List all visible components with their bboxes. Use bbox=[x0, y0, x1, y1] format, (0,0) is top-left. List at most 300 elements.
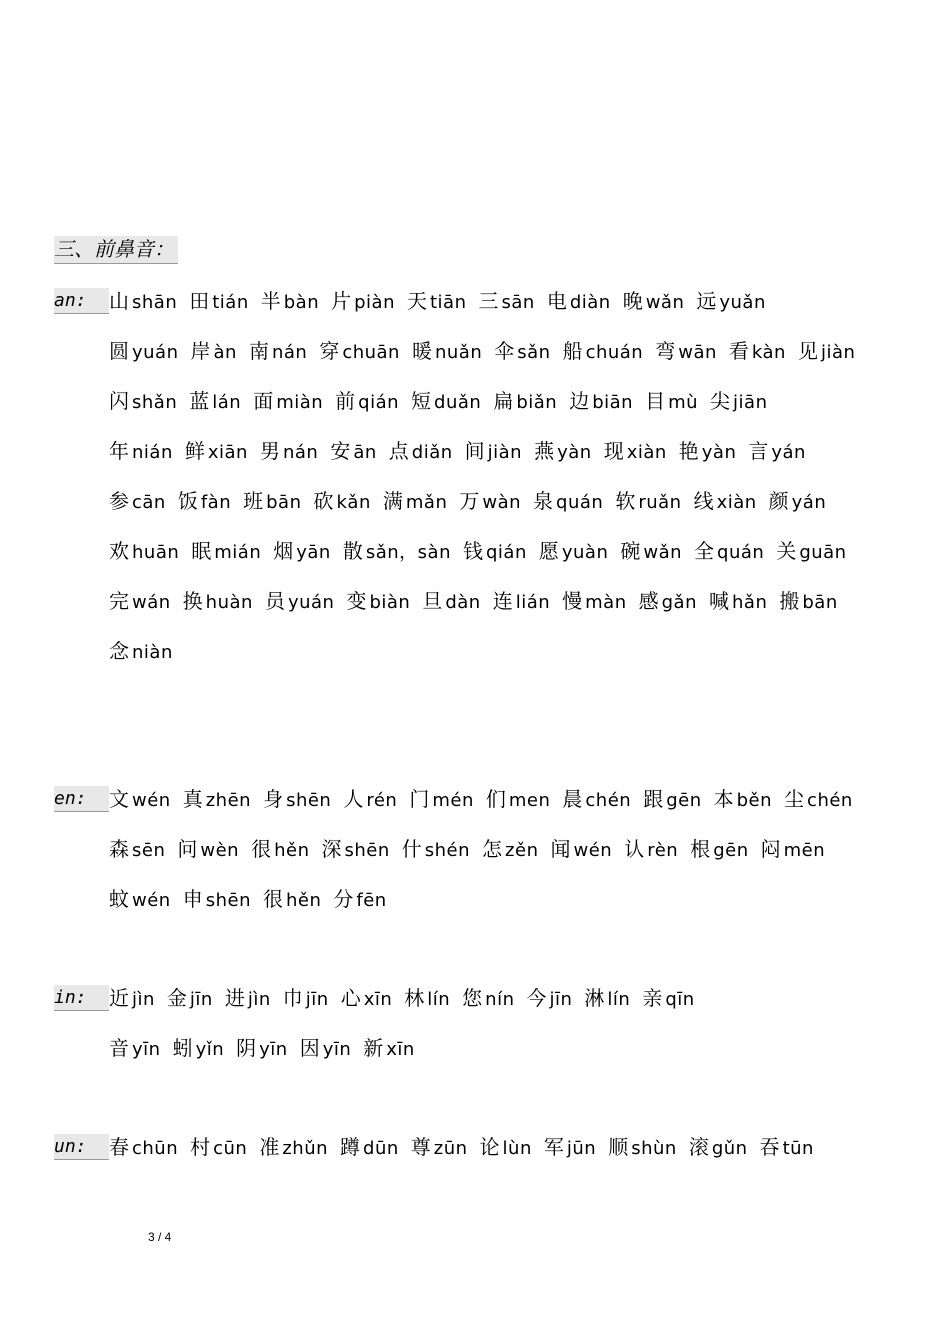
pinyin-text: biàn bbox=[369, 592, 411, 613]
pinyin-text: chén bbox=[585, 790, 632, 811]
hanzi-character: 真 bbox=[182, 787, 203, 811]
word-item bbox=[655, 338, 717, 371]
word-item bbox=[710, 388, 767, 421]
word-item bbox=[253, 388, 323, 421]
word-item bbox=[462, 985, 514, 1018]
word-item bbox=[333, 886, 386, 919]
pinyin-text: dàn bbox=[445, 592, 481, 613]
hanzi-character: 年 bbox=[109, 439, 129, 463]
pinyin-text: màn bbox=[585, 592, 627, 613]
pinyin-text: quán bbox=[556, 492, 604, 513]
hanzi-character: 天 bbox=[406, 289, 427, 313]
pinyin-text: wén bbox=[573, 840, 613, 861]
hanzi-character: 参 bbox=[109, 489, 129, 513]
pinyin-text: lián bbox=[515, 592, 551, 613]
pinyin-text: wán bbox=[132, 592, 171, 613]
hanzi-character: 饭 bbox=[177, 489, 198, 513]
pinyin-text: lùn bbox=[502, 1138, 532, 1159]
hanzi-character: 闻 bbox=[550, 837, 571, 861]
word-item bbox=[109, 588, 171, 621]
word-item bbox=[411, 1134, 468, 1167]
word-item bbox=[109, 1134, 178, 1167]
hanzi-character: 远 bbox=[696, 289, 717, 313]
pinyin-text: jīn bbox=[189, 989, 213, 1010]
word-item bbox=[389, 438, 453, 471]
pinyin-text: yàn bbox=[557, 442, 592, 463]
word-item bbox=[478, 288, 534, 321]
hanzi-character: 前 bbox=[335, 389, 356, 413]
hanzi-character: 林 bbox=[404, 986, 425, 1010]
word-item bbox=[189, 288, 249, 321]
pinyin-text: yīn bbox=[132, 1039, 161, 1060]
pinyin-text: diǎn bbox=[411, 442, 453, 463]
hanzi-character: 燕 bbox=[534, 439, 555, 463]
word-item bbox=[798, 338, 855, 371]
pinyin-text: nán bbox=[271, 342, 308, 363]
hanzi-character: 软 bbox=[615, 489, 636, 513]
pinyin-text: bān bbox=[802, 592, 838, 613]
word-item bbox=[330, 438, 376, 471]
hanzi-character: 巾 bbox=[282, 986, 303, 1010]
hanzi-character: 看 bbox=[728, 339, 749, 363]
pinyin-text: shān bbox=[132, 292, 178, 313]
word-item bbox=[109, 786, 171, 819]
hanzi-character: 弯 bbox=[655, 339, 676, 363]
hanzi-character: 蚓 bbox=[172, 1036, 193, 1060]
hanzi-character: 感 bbox=[638, 589, 659, 613]
word-item bbox=[407, 288, 467, 321]
hanzi-character: 顺 bbox=[608, 1135, 629, 1159]
word-item bbox=[779, 588, 837, 621]
word-item bbox=[251, 836, 309, 869]
word-lines bbox=[109, 288, 909, 688]
pinyin-text: yuàn bbox=[561, 542, 609, 563]
hanzi-character: 半 bbox=[260, 289, 281, 313]
hanzi-character: 间 bbox=[464, 439, 485, 463]
pinyin-text: huān bbox=[132, 542, 180, 563]
pinyin-text: ān bbox=[353, 442, 377, 463]
word-line bbox=[109, 886, 909, 936]
word-item bbox=[343, 786, 397, 819]
word-item bbox=[534, 438, 592, 471]
word-item bbox=[236, 1035, 288, 1068]
hanzi-character: 三 bbox=[478, 289, 499, 313]
word-item bbox=[319, 338, 400, 371]
hanzi-character: 泉 bbox=[533, 489, 554, 513]
word-item bbox=[259, 1134, 328, 1167]
hanzi-character: 闪 bbox=[109, 389, 129, 413]
word-item bbox=[482, 836, 538, 869]
pinyin-text: gǔn bbox=[711, 1138, 748, 1159]
word-item bbox=[584, 985, 630, 1018]
pinyin-text: nuǎn bbox=[434, 342, 483, 363]
word-item bbox=[273, 538, 331, 571]
hanzi-character: 军 bbox=[543, 1135, 564, 1159]
hanzi-character: 碗 bbox=[620, 539, 641, 563]
word-item bbox=[544, 1134, 596, 1167]
word-item bbox=[760, 1134, 814, 1167]
hanzi-character: 文 bbox=[109, 787, 129, 811]
pinyin-text: gēn bbox=[713, 840, 749, 861]
word-item bbox=[615, 488, 681, 521]
word-item bbox=[527, 985, 573, 1018]
hanzi-character: 岸 bbox=[190, 339, 211, 363]
hanzi-character: 眠 bbox=[191, 539, 212, 563]
hanzi-character: 因 bbox=[299, 1036, 320, 1060]
pinyin-text: wàn bbox=[482, 492, 522, 513]
hanzi-character: 论 bbox=[479, 1135, 500, 1159]
word-item bbox=[109, 488, 166, 521]
pinyin-text: yīn bbox=[259, 1039, 288, 1060]
pinyin-text: yuán bbox=[287, 592, 335, 613]
word-line bbox=[109, 1134, 909, 1184]
word-item bbox=[183, 886, 251, 919]
hanzi-character: 钱 bbox=[462, 539, 483, 563]
hanzi-character: 森 bbox=[109, 837, 129, 861]
word-item bbox=[109, 836, 165, 869]
section-label: un: bbox=[54, 1134, 109, 1160]
pinyin-text: hǎn bbox=[732, 592, 768, 613]
word-item bbox=[459, 488, 521, 521]
hanzi-character: 金 bbox=[166, 986, 187, 1010]
pinyin-text: shùn bbox=[631, 1138, 677, 1159]
hanzi-character: 变 bbox=[346, 589, 367, 613]
hanzi-character: 见 bbox=[797, 339, 818, 363]
word-item bbox=[494, 338, 550, 371]
word-lines bbox=[109, 985, 909, 1085]
hanzi-character: 换 bbox=[182, 589, 203, 613]
pinyin-text: wén bbox=[132, 890, 171, 911]
word-item bbox=[225, 985, 271, 1018]
word-item bbox=[109, 638, 173, 671]
pinyin-text: qián bbox=[485, 542, 527, 563]
word-item bbox=[694, 538, 764, 571]
word-lines bbox=[109, 1134, 909, 1184]
word-line bbox=[109, 985, 909, 1035]
pinyin-text: nián bbox=[132, 442, 173, 463]
pinyin-text: duǎn bbox=[434, 392, 482, 413]
hanzi-character: 连 bbox=[492, 589, 513, 613]
pinyin-text: yàn bbox=[701, 442, 737, 463]
word-item bbox=[340, 1134, 399, 1167]
pinyin-text: sǎn bbox=[517, 342, 551, 363]
hanzi-character: 晨 bbox=[562, 787, 583, 811]
hanzi-character: 很 bbox=[263, 887, 283, 911]
hanzi-character: 吞 bbox=[759, 1135, 780, 1159]
word-item bbox=[624, 836, 678, 869]
hanzi-character: 深 bbox=[321, 837, 342, 861]
pinyin-text: chuán bbox=[585, 342, 644, 363]
pinyin-text: diàn bbox=[569, 292, 611, 313]
word-item bbox=[694, 488, 757, 521]
hanzi-character: 愿 bbox=[538, 539, 559, 563]
word-item bbox=[422, 588, 480, 621]
word-item bbox=[623, 288, 685, 321]
pinyin-text: chuān bbox=[342, 342, 400, 363]
pinyin-text: yán bbox=[791, 492, 827, 513]
hanzi-character: 班 bbox=[243, 489, 264, 513]
word-line bbox=[109, 1035, 909, 1085]
pinyin-text: gǎn bbox=[661, 592, 697, 613]
pinyin-text: bàn bbox=[283, 292, 320, 313]
word-item bbox=[761, 836, 826, 869]
hanzi-character: 颜 bbox=[768, 489, 789, 513]
pinyin-text: rén bbox=[366, 790, 398, 811]
pinyin-text: yán bbox=[771, 442, 806, 463]
word-item bbox=[341, 985, 393, 1018]
hanzi-character: 南 bbox=[248, 339, 269, 363]
word-item bbox=[191, 538, 261, 571]
pinyin-text: hěn bbox=[286, 890, 322, 911]
word-item bbox=[249, 338, 307, 371]
pinyin-text: nán bbox=[282, 442, 319, 463]
hanzi-character: 滚 bbox=[688, 1135, 709, 1159]
pinyin-text: yān bbox=[296, 542, 331, 563]
hanzi-character: 很 bbox=[251, 837, 272, 861]
section-label: an: bbox=[54, 288, 109, 314]
word-item bbox=[608, 1134, 677, 1167]
hanzi-character: 点 bbox=[388, 439, 409, 463]
pinyin-text: sǎn，sàn bbox=[365, 542, 451, 563]
word-item bbox=[178, 488, 231, 521]
hanzi-character: 圆 bbox=[109, 339, 129, 363]
pinyin-text: shén bbox=[424, 840, 471, 861]
hanzi-character: 喊 bbox=[709, 589, 729, 613]
hanzi-character: 亲 bbox=[642, 986, 663, 1010]
hanzi-character: 进 bbox=[224, 986, 245, 1010]
word-line bbox=[109, 638, 909, 688]
section-label: in: bbox=[54, 985, 109, 1011]
word-item bbox=[642, 985, 694, 1018]
hanzi-character: 身 bbox=[263, 787, 284, 811]
pinyin-text: zūn bbox=[433, 1138, 468, 1159]
pinyin-text: lín bbox=[607, 989, 631, 1010]
hanzi-character: 烟 bbox=[273, 539, 294, 563]
hanzi-character: 尖 bbox=[710, 389, 731, 413]
pinyin-text: yīn bbox=[322, 1039, 352, 1060]
hanzi-character: 春 bbox=[109, 1135, 129, 1159]
word-item bbox=[109, 388, 177, 421]
hanzi-character: 蓝 bbox=[189, 389, 210, 413]
pinyin-text: xiàn bbox=[716, 492, 757, 513]
word-item bbox=[383, 488, 447, 521]
word-item bbox=[696, 288, 766, 321]
hanzi-character: 问 bbox=[177, 837, 198, 861]
hanzi-character: 搬 bbox=[779, 589, 800, 613]
hanzi-character: 言 bbox=[748, 439, 769, 463]
word-item bbox=[709, 588, 767, 621]
pinyin-text: shǎn bbox=[132, 392, 178, 413]
hanzi-character: 现 bbox=[603, 439, 624, 463]
word-line bbox=[109, 588, 909, 638]
pinyin-text: zhēn bbox=[205, 790, 252, 811]
hanzi-character: 念 bbox=[109, 639, 129, 663]
hanzi-character: 今 bbox=[526, 986, 547, 1010]
hanzi-character: 门 bbox=[409, 787, 430, 811]
word-item bbox=[177, 836, 239, 869]
pinyin-text: zěn bbox=[505, 840, 539, 861]
word-item bbox=[486, 786, 551, 819]
word-line bbox=[109, 836, 909, 886]
word-item bbox=[321, 836, 389, 869]
word-item bbox=[493, 588, 550, 621]
word-line bbox=[109, 338, 909, 388]
hanzi-character: 男 bbox=[259, 439, 280, 463]
pinyin-text: xīn bbox=[386, 1039, 415, 1060]
word-item bbox=[109, 288, 177, 321]
pinyin-text: kǎn bbox=[336, 492, 371, 513]
pinyin-text: xīn bbox=[363, 989, 393, 1010]
hanzi-character: 跟 bbox=[643, 787, 664, 811]
pinyin-text: rèn bbox=[647, 840, 679, 861]
hanzi-character: 船 bbox=[562, 339, 583, 363]
hanzi-character: 本 bbox=[713, 787, 734, 811]
word-item bbox=[167, 985, 213, 1018]
pinyin-text: wǎn bbox=[643, 542, 683, 563]
pinyin-text: lán bbox=[212, 392, 242, 413]
pinyin-text: jiàn bbox=[820, 342, 856, 363]
word-item bbox=[620, 538, 682, 571]
word-item bbox=[109, 438, 173, 471]
pinyin-text: tián bbox=[212, 292, 249, 313]
hanzi-character: 砍 bbox=[313, 489, 334, 513]
pinyin-text: xiàn bbox=[626, 442, 667, 463]
word-item bbox=[300, 1035, 352, 1068]
hanzi-character: 蹲 bbox=[340, 1135, 361, 1159]
pinyin-text: sēn bbox=[132, 840, 166, 861]
pinyin-text: wān bbox=[678, 342, 717, 363]
word-item bbox=[190, 1134, 247, 1167]
pinyin-text: hěn bbox=[274, 840, 310, 861]
hanzi-character: 暖 bbox=[411, 339, 432, 363]
hanzi-character: 鲜 bbox=[184, 439, 205, 463]
hanzi-character: 万 bbox=[459, 489, 480, 513]
hanzi-character: 尊 bbox=[410, 1135, 431, 1159]
hanzi-character: 蚊 bbox=[109, 887, 129, 911]
pinyin-text: běn bbox=[736, 790, 773, 811]
hanzi-character: 新 bbox=[363, 1036, 384, 1060]
pinyin-text: huàn bbox=[205, 592, 253, 613]
hanzi-character: 电 bbox=[546, 289, 567, 313]
word-item bbox=[346, 588, 410, 621]
word-item bbox=[463, 538, 527, 571]
word-item bbox=[109, 886, 171, 919]
hanzi-character: 近 bbox=[109, 986, 129, 1010]
word-item bbox=[183, 786, 251, 819]
hanzi-character: 短 bbox=[411, 389, 432, 413]
word-item bbox=[690, 836, 748, 869]
pinyin-text: mēn bbox=[783, 840, 826, 861]
word-item bbox=[569, 388, 633, 421]
pinyin-text: piàn bbox=[354, 292, 395, 313]
word-item bbox=[604, 438, 667, 471]
hanzi-character: 晚 bbox=[622, 289, 643, 313]
pinyin-text: jìn bbox=[132, 989, 155, 1010]
pinyin-text: bān bbox=[266, 492, 302, 513]
hanzi-character: 艳 bbox=[678, 439, 699, 463]
section-label: en: bbox=[54, 786, 109, 812]
word-item bbox=[109, 1035, 161, 1068]
word-item bbox=[261, 288, 319, 321]
pinyin-text: jiàn bbox=[487, 442, 523, 463]
pinyin-text: cān bbox=[132, 492, 166, 513]
pinyin-text: mén bbox=[432, 790, 474, 811]
word-item bbox=[563, 338, 644, 371]
word-item bbox=[411, 388, 481, 421]
hanzi-character: 线 bbox=[693, 489, 714, 513]
hanzi-character: 扁 bbox=[493, 389, 514, 413]
word-item bbox=[243, 488, 301, 521]
pinyin-text: jiān bbox=[733, 392, 768, 413]
pinyin-text: zhǔn bbox=[282, 1138, 329, 1159]
pinyin-text: qīn bbox=[665, 989, 695, 1010]
hanzi-character: 山 bbox=[109, 289, 129, 313]
pinyin-text: jūn bbox=[566, 1138, 597, 1159]
hanzi-character: 准 bbox=[259, 1135, 280, 1159]
word-item bbox=[679, 438, 737, 471]
hanzi-character: 旦 bbox=[422, 589, 443, 613]
word-item bbox=[263, 786, 331, 819]
hanzi-character: 阴 bbox=[236, 1036, 257, 1060]
word-item bbox=[185, 438, 248, 471]
pinyin-text: mù bbox=[668, 392, 699, 413]
word-line bbox=[109, 488, 909, 538]
pinyin-text: men bbox=[508, 790, 551, 811]
word-item bbox=[539, 538, 609, 571]
pinyin-text: wén bbox=[132, 790, 171, 811]
word-line bbox=[109, 288, 909, 338]
pinyin-text: yuǎn bbox=[719, 292, 766, 313]
hanzi-character: 怎 bbox=[482, 837, 503, 861]
pinyin-text: biǎn bbox=[516, 392, 558, 413]
hanzi-character: 闷 bbox=[760, 837, 781, 861]
word-item bbox=[769, 488, 827, 521]
word-item bbox=[189, 388, 241, 421]
hanzi-character: 心 bbox=[340, 986, 361, 1010]
hanzi-character: 们 bbox=[485, 787, 506, 811]
pinyin-text: niàn bbox=[132, 642, 173, 663]
pinyin-text: shēn bbox=[205, 890, 251, 911]
hanzi-character: 尘 bbox=[784, 787, 805, 811]
word-item bbox=[550, 836, 612, 869]
pinyin-text: tiān bbox=[429, 292, 467, 313]
word-item bbox=[265, 588, 335, 621]
hanzi-character: 人 bbox=[343, 787, 364, 811]
hanzi-character: 分 bbox=[333, 887, 354, 911]
word-item bbox=[109, 538, 179, 571]
word-item bbox=[689, 1134, 748, 1167]
word-item bbox=[409, 786, 474, 819]
word-item bbox=[260, 438, 318, 471]
hanzi-character: 根 bbox=[690, 837, 711, 861]
word-item bbox=[183, 588, 253, 621]
hanzi-character: 员 bbox=[264, 589, 285, 613]
word-item bbox=[404, 985, 450, 1018]
pinyin-text: quán bbox=[717, 542, 765, 563]
pinyin-text: kàn bbox=[751, 342, 786, 363]
pinyin-text: jīn bbox=[549, 989, 573, 1010]
pinyin-text: jīn bbox=[305, 989, 329, 1010]
pinyin-text: lín bbox=[427, 989, 451, 1010]
hanzi-character: 伞 bbox=[494, 339, 515, 363]
hanzi-character: 全 bbox=[694, 539, 715, 563]
hanzi-character: 您 bbox=[462, 986, 483, 1010]
pinyin-text: wèn bbox=[200, 840, 240, 861]
pinyin-text: wǎn bbox=[645, 292, 685, 313]
word-item bbox=[784, 786, 853, 819]
word-item bbox=[645, 388, 698, 421]
word-item bbox=[191, 338, 237, 371]
